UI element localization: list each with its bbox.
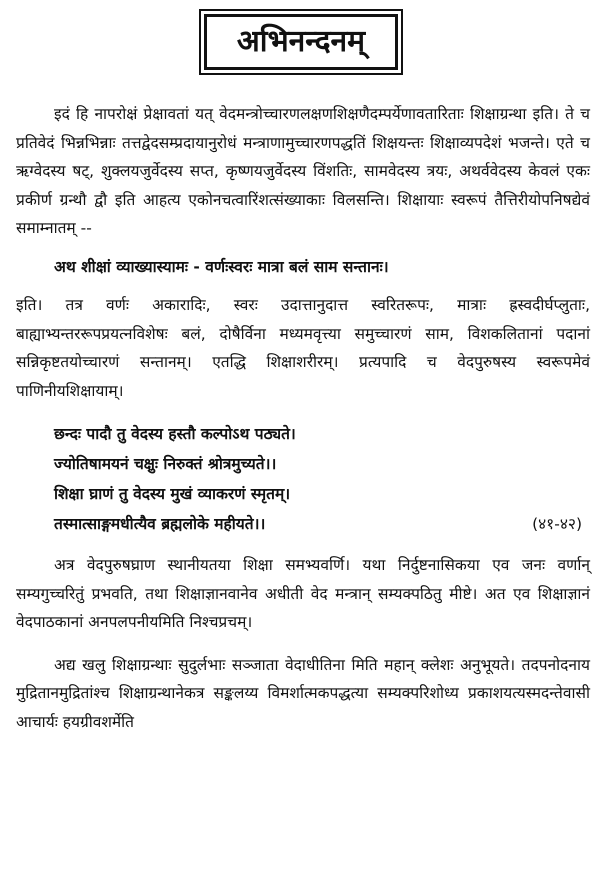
verse-number: (४१-४२) (532, 515, 582, 533)
paragraph-explanation: इति। तत्र वर्णः अकारादिः, स्वरः उदात्तानुदात्त स्वरितरूपः, मात्राः ह्रस्वदीर्घप्लुताः, बाह्याभ्यन्तररूपप्रयत्नविशेषः बलं, दोषैर्विना मध्यमवृत्त्या समुच्चारणं साम, विशकलितानां पदानां सन्निकृष्टतयोच्चारणं सन्तानम्। एतद्धि शिक्षाशरीरम्। प्रत्यपादि च वेदपुरुषस्य स्वरूपमेवं पाणिनीयशिक्षायाम्। (16, 296, 590, 400)
verse-block (16, 419, 590, 539)
verse-line-last (54, 509, 590, 539)
paragraph-shiksha-importance: अत्र वेदपुरुषघ्राण स्थानीयतया शिक्षा समभ्यवर्णि। यथा निर्दुष्टनासिकया एव जनः वर्णान् सम्यगुच्चरितुं प्रभवति, तथा शिक्षाज्ञानवानेव अधीती वेद मन्त्रान् सम्यक्पठितु मीष्टे। अत एव शिक्षाज्ञानं वेदपाठकानां अनपलपनीयमिति निश्चप्रचम्। (16, 556, 590, 631)
verse-line: शिक्षा घ्राणं तु वेदस्य मुखं व्याकरणं स्मृतम्। (54, 485, 291, 503)
verse-line-text: तस्मात्साङ्गमधीत्यैव ब्रह्मलोके महीयते।। (54, 515, 266, 533)
title-box (199, 9, 403, 75)
paragraph-publication: अद्य खलु शिक्षाग्रन्थाः सुदुर्लभाः सञ्जाता वेदाधीतिना मिति महान् क्लेशः अनुभूयते। तदपनोदनाय मुद्रितानमुद्रितांश्च शिक्षाग्रन्थानेकत्र सङ्कलय्य विमर्शात्मकपद्धत्या सम्यक्परिशोध्य प्रकाशयत्यस्मदन्तेवासी आचार्यः हयग्रीवशर्मेति (16, 655, 590, 731)
page-title: अभिनन्दनम् (204, 14, 398, 70)
verse-line: छन्दः पादौ तु वेदस्य हस्तौ कल्पोऽथ पठ्यते। (54, 425, 296, 443)
verse-line: ज्योतिषामयनं चक्षुः निरुक्तं श्रोत्रमुच्यते।। (54, 455, 277, 473)
sutra-line: अथ शीक्षां व्याख्यास्यामः - वर्णःस्वरः मात्रा बलं साम सन्तानः। (54, 257, 389, 276)
paragraph-intro: इदं हि नापरोक्षं प्रेक्षावतां यत् वेदमन्त्रोच्चारणलक्षणशिक्षणैदम्पर्येणावतारिताः शिक्षाग्रन्था इति। ते च प्रतिवेदं भिन्नभिन्नाः तत्तद्वेदसम्प्रदायानुरोधं मन्त्राणामुच्चारणपद्धतिं शिक्षयन्तः शिक्षाव्यपदेशं भजन्ते। एते च ऋग्वेदस्य षट्, शुक्लयजुर्वेदस्य सप्त, कृष्णयजुर्वेदस्य विंशतिः, सामवेदस्य त्रयः, अथर्ववेदस्य केवलं एकः प्रकीर्ण ग्रन्थौ द्वौ इति आहत्य एकोनचत्वारिंशत्संख्याकाः विलसन्ति। शिक्षायाः स्वरूपं तैत्तिरीयोपनिषद्येवं समाम्नातम् -- (16, 105, 590, 237)
body-text (16, 100, 590, 736)
